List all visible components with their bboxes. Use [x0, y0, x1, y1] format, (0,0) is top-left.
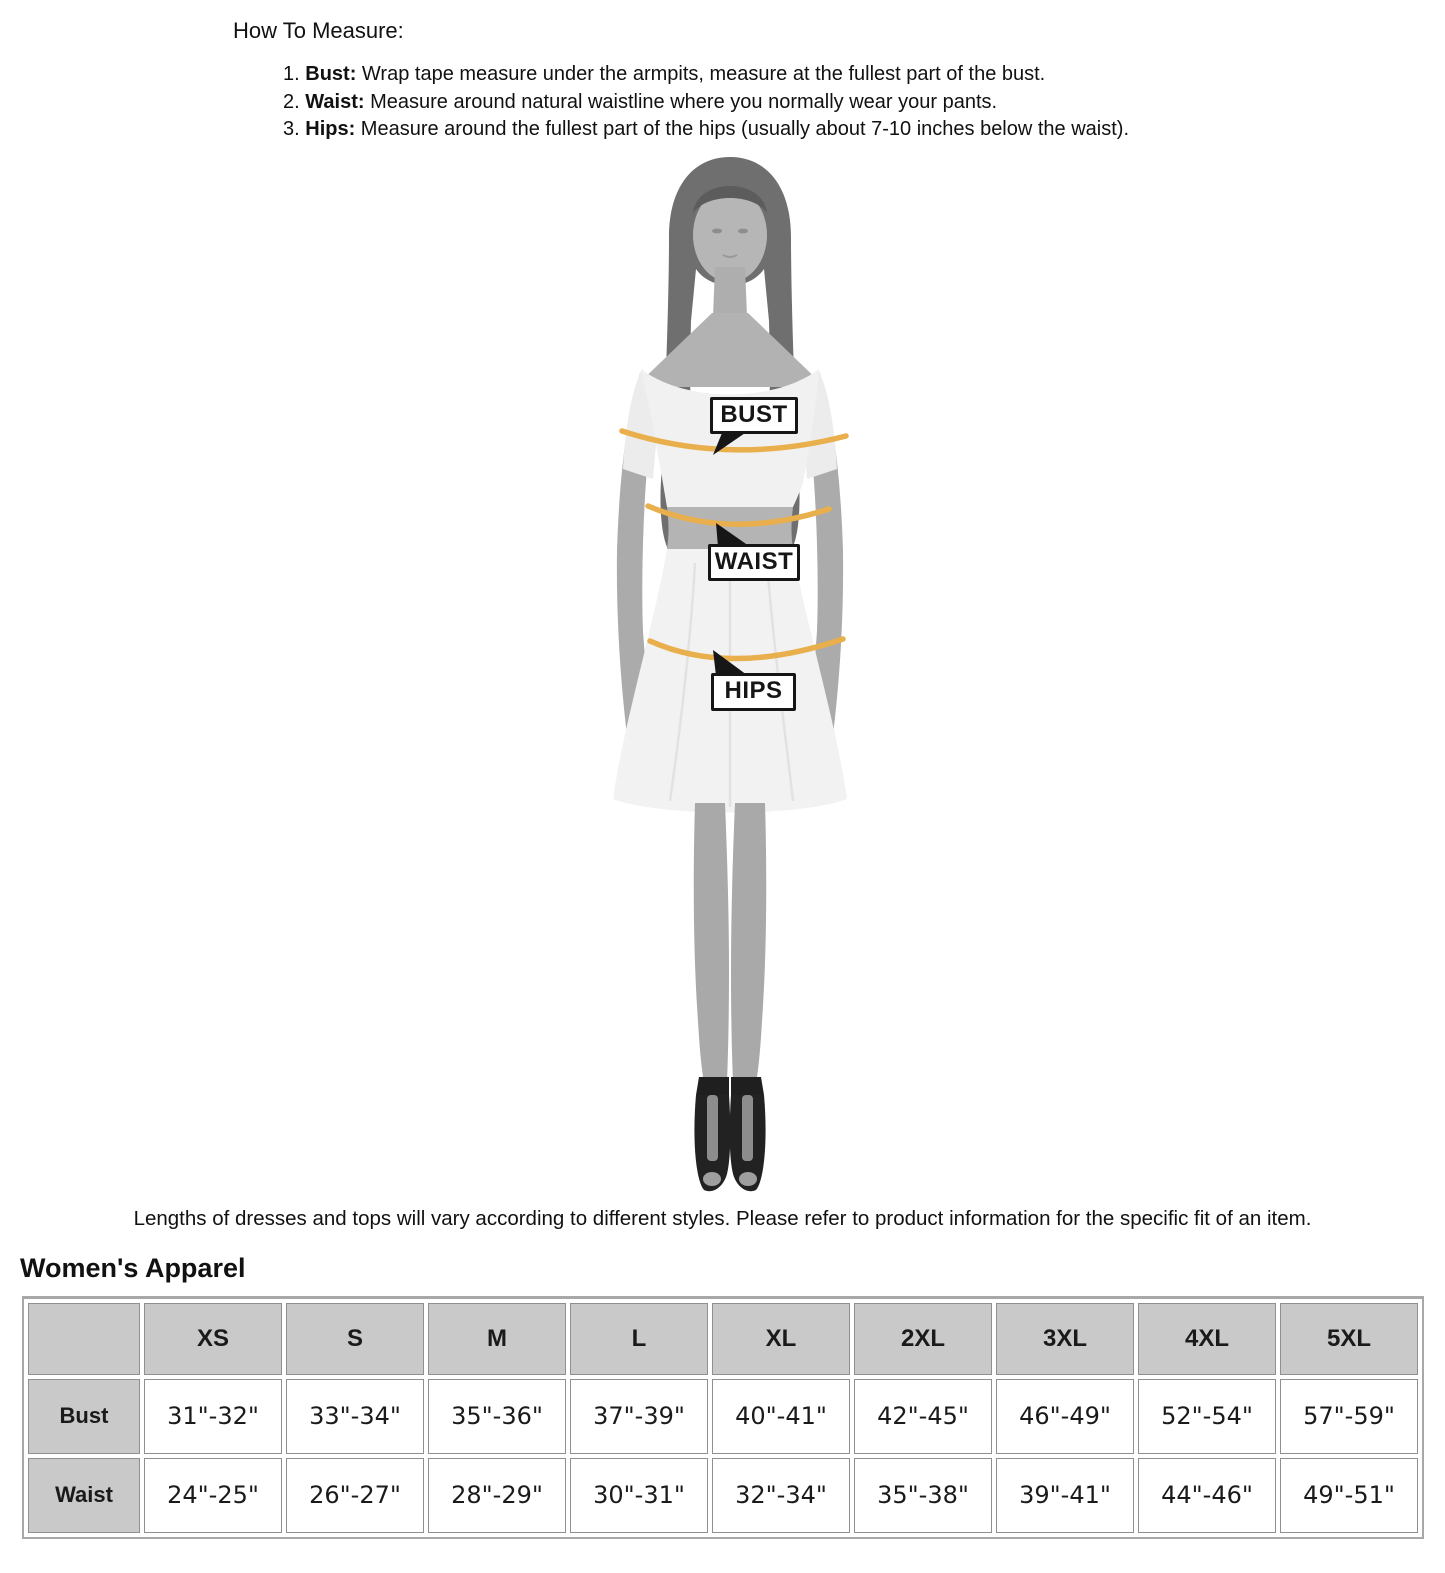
step-label: Bust: — [305, 63, 357, 85]
bust-value-cell: 40"-41" — [712, 1379, 850, 1454]
measure-step-waist — [283, 89, 1445, 117]
left-shoe-buckle — [707, 1095, 718, 1161]
left-leg — [694, 803, 729, 1083]
fit-note: Lengths of dresses and tops will vary according to different styles. Please refer to product information for the specific fit of an item. — [133, 1206, 1312, 1230]
waist-value-cell: 32"-34" — [712, 1458, 850, 1533]
waist-value-cell: 28"-29" — [428, 1458, 566, 1533]
bust-value-cell: 42"-45" — [854, 1379, 992, 1454]
bust-row — [28, 1379, 1418, 1454]
size-column-header: 2XL — [854, 1303, 992, 1375]
waist-value-cell: 30"-31" — [570, 1458, 708, 1533]
right-shoe-buckle — [742, 1095, 753, 1161]
model-figure — [545, 151, 915, 1206]
bust-label: BUST — [710, 397, 798, 434]
step-text: Measure around natural waistline where you normally wear your pants. — [364, 90, 998, 113]
size-column-header: XL — [712, 1303, 850, 1375]
eye-right — [738, 228, 748, 233]
chest — [635, 313, 825, 387]
left-shoe-toes — [703, 1172, 721, 1186]
bust-value-cell: 37"-39" — [570, 1379, 708, 1454]
row-header-waist: Waist — [28, 1458, 140, 1533]
bust-value-cell: 35"-36" — [428, 1379, 566, 1454]
measurement-figure-section — [0, 151, 1445, 1206]
waist-value-cell: 35"-38" — [854, 1458, 992, 1533]
step-text: Wrap tape measure under the armpits, measure at the fullest part of the bust. — [356, 63, 1046, 85]
measure-step-hips — [283, 116, 1445, 144]
bust-value-cell: 31"-32" — [144, 1379, 282, 1454]
hips-label: HIPS — [711, 673, 796, 711]
size-chart-table — [22, 1296, 1424, 1539]
bust-value-cell: 33"-34" — [286, 1379, 424, 1454]
size-column-header: 3XL — [996, 1303, 1134, 1375]
size-column-header: M — [428, 1303, 566, 1375]
bust-value-cell: 52"-54" — [1138, 1379, 1276, 1454]
how-to-measure-title: How To Measure: — [233, 18, 404, 43]
left-shoe-strap — [696, 1077, 729, 1095]
waist-value-cell: 49"-51" — [1280, 1458, 1418, 1533]
size-column-header: L — [570, 1303, 708, 1375]
size-column-header: S — [286, 1303, 424, 1375]
step-label: Hips: — [305, 118, 356, 140]
size-column-header: 5XL — [1280, 1303, 1418, 1375]
size-column-header: 4XL — [1138, 1303, 1276, 1375]
size-chart-title: Women's Apparel — [20, 1252, 246, 1283]
measure-step-bust — [283, 61, 1445, 89]
waist-value-cell: 44"-46" — [1138, 1458, 1276, 1533]
bust-value-cell: 57"-59" — [1280, 1379, 1418, 1454]
bust-value-cell: 46"-49" — [996, 1379, 1134, 1454]
size-column-header: XS — [144, 1303, 282, 1375]
size-chart-header-row — [28, 1303, 1418, 1375]
waist-row — [28, 1458, 1418, 1533]
waist-value-cell: 24"-25" — [144, 1458, 282, 1533]
right-leg — [731, 803, 766, 1083]
right-shoe-strap — [731, 1077, 764, 1095]
step-number: 2. — [283, 90, 306, 113]
eye-left — [712, 228, 722, 233]
waist-value-cell: 26"-27" — [286, 1458, 424, 1533]
waist-value-cell: 39"-41" — [996, 1458, 1134, 1533]
step-text: Measure around the fullest part of the hips (usually about 7-10 inches below the waist). — [355, 118, 1130, 140]
step-number: 3. — [283, 118, 306, 140]
step-number: 1. — [283, 63, 306, 85]
waist-label: WAIST — [708, 544, 800, 581]
corner-cell — [28, 1303, 140, 1375]
measure-steps-list — [283, 61, 1445, 144]
row-header-bust: Bust — [28, 1379, 140, 1454]
right-shoe-toes — [739, 1172, 757, 1186]
step-label: Waist: — [305, 90, 365, 113]
